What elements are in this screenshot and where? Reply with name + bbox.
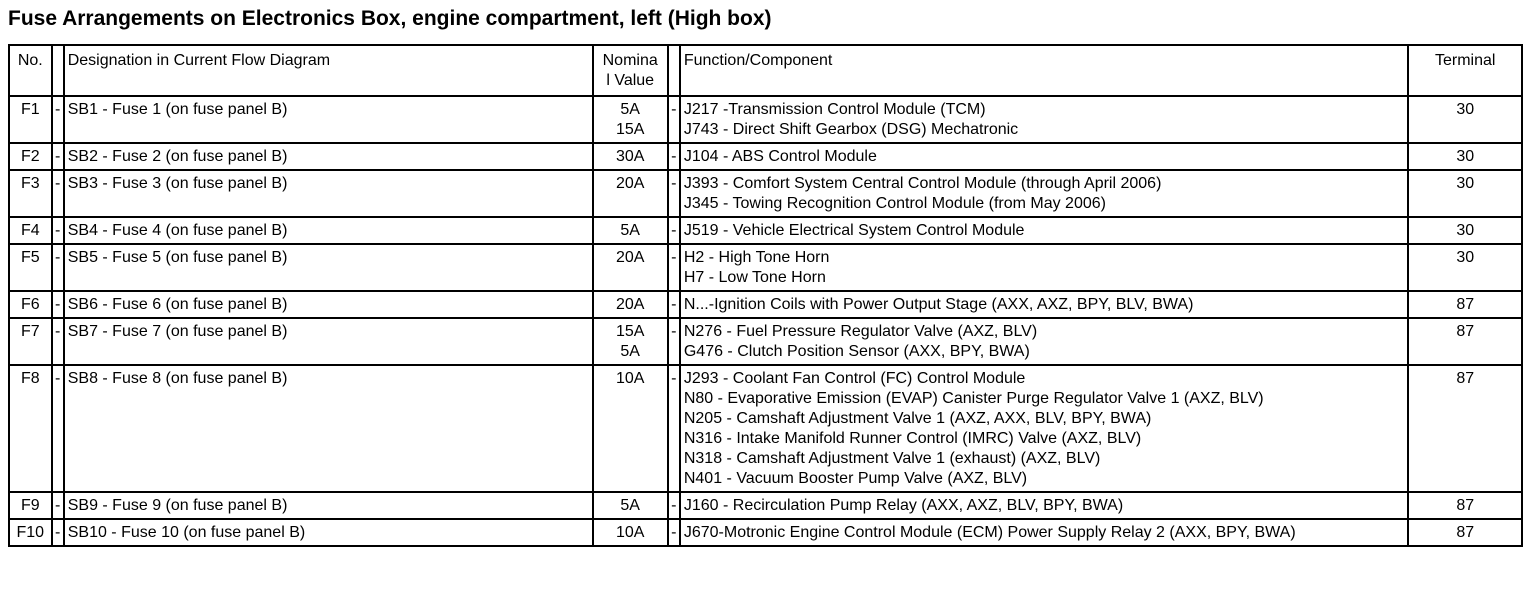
table-row: [9, 519, 1522, 546]
fuse-nominal-value: [593, 492, 668, 519]
fuse-terminal: 87: [1408, 291, 1522, 318]
row-separator: -: [52, 318, 64, 365]
fuse-number: F6: [9, 291, 52, 318]
fuse-terminal: 30: [1408, 96, 1522, 143]
nominal-value-line: 20A: [615, 249, 645, 266]
function-line: J217 -Transmission Control Module (TCM): [683, 101, 986, 118]
fuse-nominal-value: [593, 519, 668, 546]
row-separator: -: [668, 365, 680, 492]
function-line: J104 - ABS Control Module: [683, 148, 877, 165]
fuse-number: F3: [9, 170, 52, 217]
nominal-value-line: 15A: [615, 121, 645, 138]
row-separator: -: [668, 492, 680, 519]
fuse-terminal: 30: [1408, 244, 1522, 291]
fuse-designation: SB8 - Fuse 8 (on fuse panel B): [64, 365, 593, 492]
fuse-function: [680, 492, 1409, 519]
table-row: [9, 244, 1522, 291]
nominal-value-line: 10A: [615, 370, 645, 387]
fuse-designation: SB4 - Fuse 4 (on fuse panel B): [64, 217, 593, 244]
function-line: N80 - Evaporative Emission (EVAP) Canister Purge Regulator Valve 1 (AXZ, BLV): [683, 390, 1264, 407]
function-line: N276 - Fuel Pressure Regulator Valve (AXZ, BLV): [683, 323, 1038, 340]
fuse-designation: SB9 - Fuse 9 (on fuse panel B): [64, 492, 593, 519]
fuse-terminal: 30: [1408, 170, 1522, 217]
row-separator: -: [52, 492, 64, 519]
row-separator: -: [52, 365, 64, 492]
nominal-value-line: 5A: [620, 343, 640, 360]
fuse-nominal-value: [593, 143, 668, 170]
nominal-value-line: 5A: [620, 101, 640, 118]
function-line: J160 - Recirculation Pump Relay (AXX, AXZ, BLV, BPY, BWA): [683, 497, 1124, 514]
fuse-terminal: 87: [1408, 519, 1522, 546]
fuse-designation: SB6 - Fuse 6 (on fuse panel B): [64, 291, 593, 318]
row-separator: -: [52, 291, 64, 318]
function-line: G476 - Clutch Position Sensor (AXX, BPY, BWA): [683, 343, 1030, 360]
row-separator: -: [668, 318, 680, 365]
fuse-function: [680, 244, 1409, 291]
function-line: N316 - Intake Manifold Runner Control (IMRC) Valve (AXZ, BLV): [683, 430, 1142, 447]
fuse-designation: SB7 - Fuse 7 (on fuse panel B): [64, 318, 593, 365]
fuse-terminal: 30: [1408, 217, 1522, 244]
nominal-value-line: 15A: [615, 323, 645, 340]
row-separator: -: [52, 170, 64, 217]
row-separator: -: [52, 519, 64, 546]
row-separator: -: [52, 244, 64, 291]
table-row: [9, 492, 1522, 519]
fuse-function: [680, 519, 1409, 546]
function-line: J519 - Vehicle Electrical System Control Module: [683, 222, 1025, 239]
nominal-value-line: 30A: [615, 148, 645, 165]
header-terminal: Terminal: [1408, 45, 1522, 96]
fuse-function: [680, 318, 1409, 365]
fuse-nominal-value: [593, 365, 668, 492]
fuse-table-body: [9, 45, 1522, 546]
fuse-function: [680, 143, 1409, 170]
table-row: [9, 96, 1522, 143]
row-separator: -: [668, 519, 680, 546]
fuse-terminal: 30: [1408, 143, 1522, 170]
fuse-nominal-value: [593, 170, 668, 217]
header-nominal-value: [593, 45, 668, 96]
nominal-value-line: 20A: [615, 296, 645, 313]
row-separator: -: [668, 143, 680, 170]
table-row: [9, 217, 1522, 244]
fuse-terminal: 87: [1408, 492, 1522, 519]
header-nominal-value-line2: l Value: [606, 72, 655, 89]
fuse-function: [680, 291, 1409, 318]
header-function: Function/Component: [680, 45, 1409, 96]
function-line: J670-Motronic Engine Control Module (ECM) Power Supply Relay 2 (AXX, BPY, BWA): [683, 524, 1296, 541]
nominal-value-line: 5A: [620, 497, 640, 514]
fuse-number: F8: [9, 365, 52, 492]
function-line: H7 - Low Tone Horn: [683, 269, 826, 286]
page-title: Fuse Arrangements on Electronics Box, engine compartment, left (High box): [8, 7, 772, 30]
row-separator: -: [668, 291, 680, 318]
fuse-nominal-value: [593, 291, 668, 318]
nominal-value-line: 20A: [615, 175, 645, 192]
row-separator: -: [52, 143, 64, 170]
fuse-nominal-value: [593, 244, 668, 291]
row-separator: -: [668, 244, 680, 291]
header-no: No.: [9, 45, 52, 96]
fuse-function: [680, 217, 1409, 244]
nominal-value-line: 10A: [615, 524, 645, 541]
nominal-value-line: 5A: [620, 222, 640, 239]
fuse-terminal: 87: [1408, 365, 1522, 492]
fuse-function: [680, 170, 1409, 217]
fuse-number: F9: [9, 492, 52, 519]
header-separator: [52, 45, 64, 96]
row-separator: -: [52, 217, 64, 244]
function-line: N205 - Camshaft Adjustment Valve 1 (AXZ, AXX, BLV, BPY, BWA): [683, 410, 1152, 427]
fuse-nominal-value: [593, 318, 668, 365]
row-separator: -: [668, 96, 680, 143]
table-row: [9, 318, 1522, 365]
fuse-nominal-value: [593, 96, 668, 143]
function-line: J345 - Towing Recognition Control Module (from May 2006): [683, 195, 1106, 212]
table-header-row: [9, 45, 1522, 96]
fuse-designation: SB10 - Fuse 10 (on fuse panel B): [64, 519, 593, 546]
fuse-number: F5: [9, 244, 52, 291]
function-line: N...-Ignition Coils with Power Output Stage (AXX, AXZ, BPY, BLV, BWA): [683, 296, 1194, 313]
function-line: N318 - Camshaft Adjustment Valve 1 (exhaust) (AXZ, BLV): [683, 450, 1101, 467]
fuse-nominal-value: [593, 217, 668, 244]
fuse-designation: SB1 - Fuse 1 (on fuse panel B): [64, 96, 593, 143]
fuse-function: [680, 365, 1409, 492]
fuse-number: F1: [9, 96, 52, 143]
fuse-terminal: 87: [1408, 318, 1522, 365]
header-designation: Designation in Current Flow Diagram: [64, 45, 593, 96]
fuse-number: F10: [9, 519, 52, 546]
row-separator: -: [668, 170, 680, 217]
function-line: J393 - Comfort System Central Control Module (through April 2006): [683, 175, 1162, 192]
header-separator: [668, 45, 680, 96]
fuse-designation: SB3 - Fuse 3 (on fuse panel B): [64, 170, 593, 217]
table-row: [9, 143, 1522, 170]
row-separator: -: [52, 96, 64, 143]
function-line: N401 - Vacuum Booster Pump Valve (AXZ, BLV): [683, 470, 1028, 487]
fuse-number: F2: [9, 143, 52, 170]
fuse-number: F4: [9, 217, 52, 244]
function-line: J293 - Coolant Fan Control (FC) Control Module: [683, 370, 1026, 387]
fuse-designation: SB2 - Fuse 2 (on fuse panel B): [64, 143, 593, 170]
table-row: [9, 291, 1522, 318]
function-line: H2 - High Tone Horn: [683, 249, 830, 266]
row-separator: -: [668, 217, 680, 244]
fuse-designation: SB5 - Fuse 5 (on fuse panel B): [64, 244, 593, 291]
function-line: J743 - Direct Shift Gearbox (DSG) Mechatronic: [683, 121, 1019, 138]
fuse-number: F7: [9, 318, 52, 365]
fuse-function: [680, 96, 1409, 143]
table-row: [9, 365, 1522, 492]
header-nominal-value-line1: Nomina: [602, 52, 658, 69]
table-row: [9, 170, 1522, 217]
fuse-table: [8, 44, 1523, 547]
